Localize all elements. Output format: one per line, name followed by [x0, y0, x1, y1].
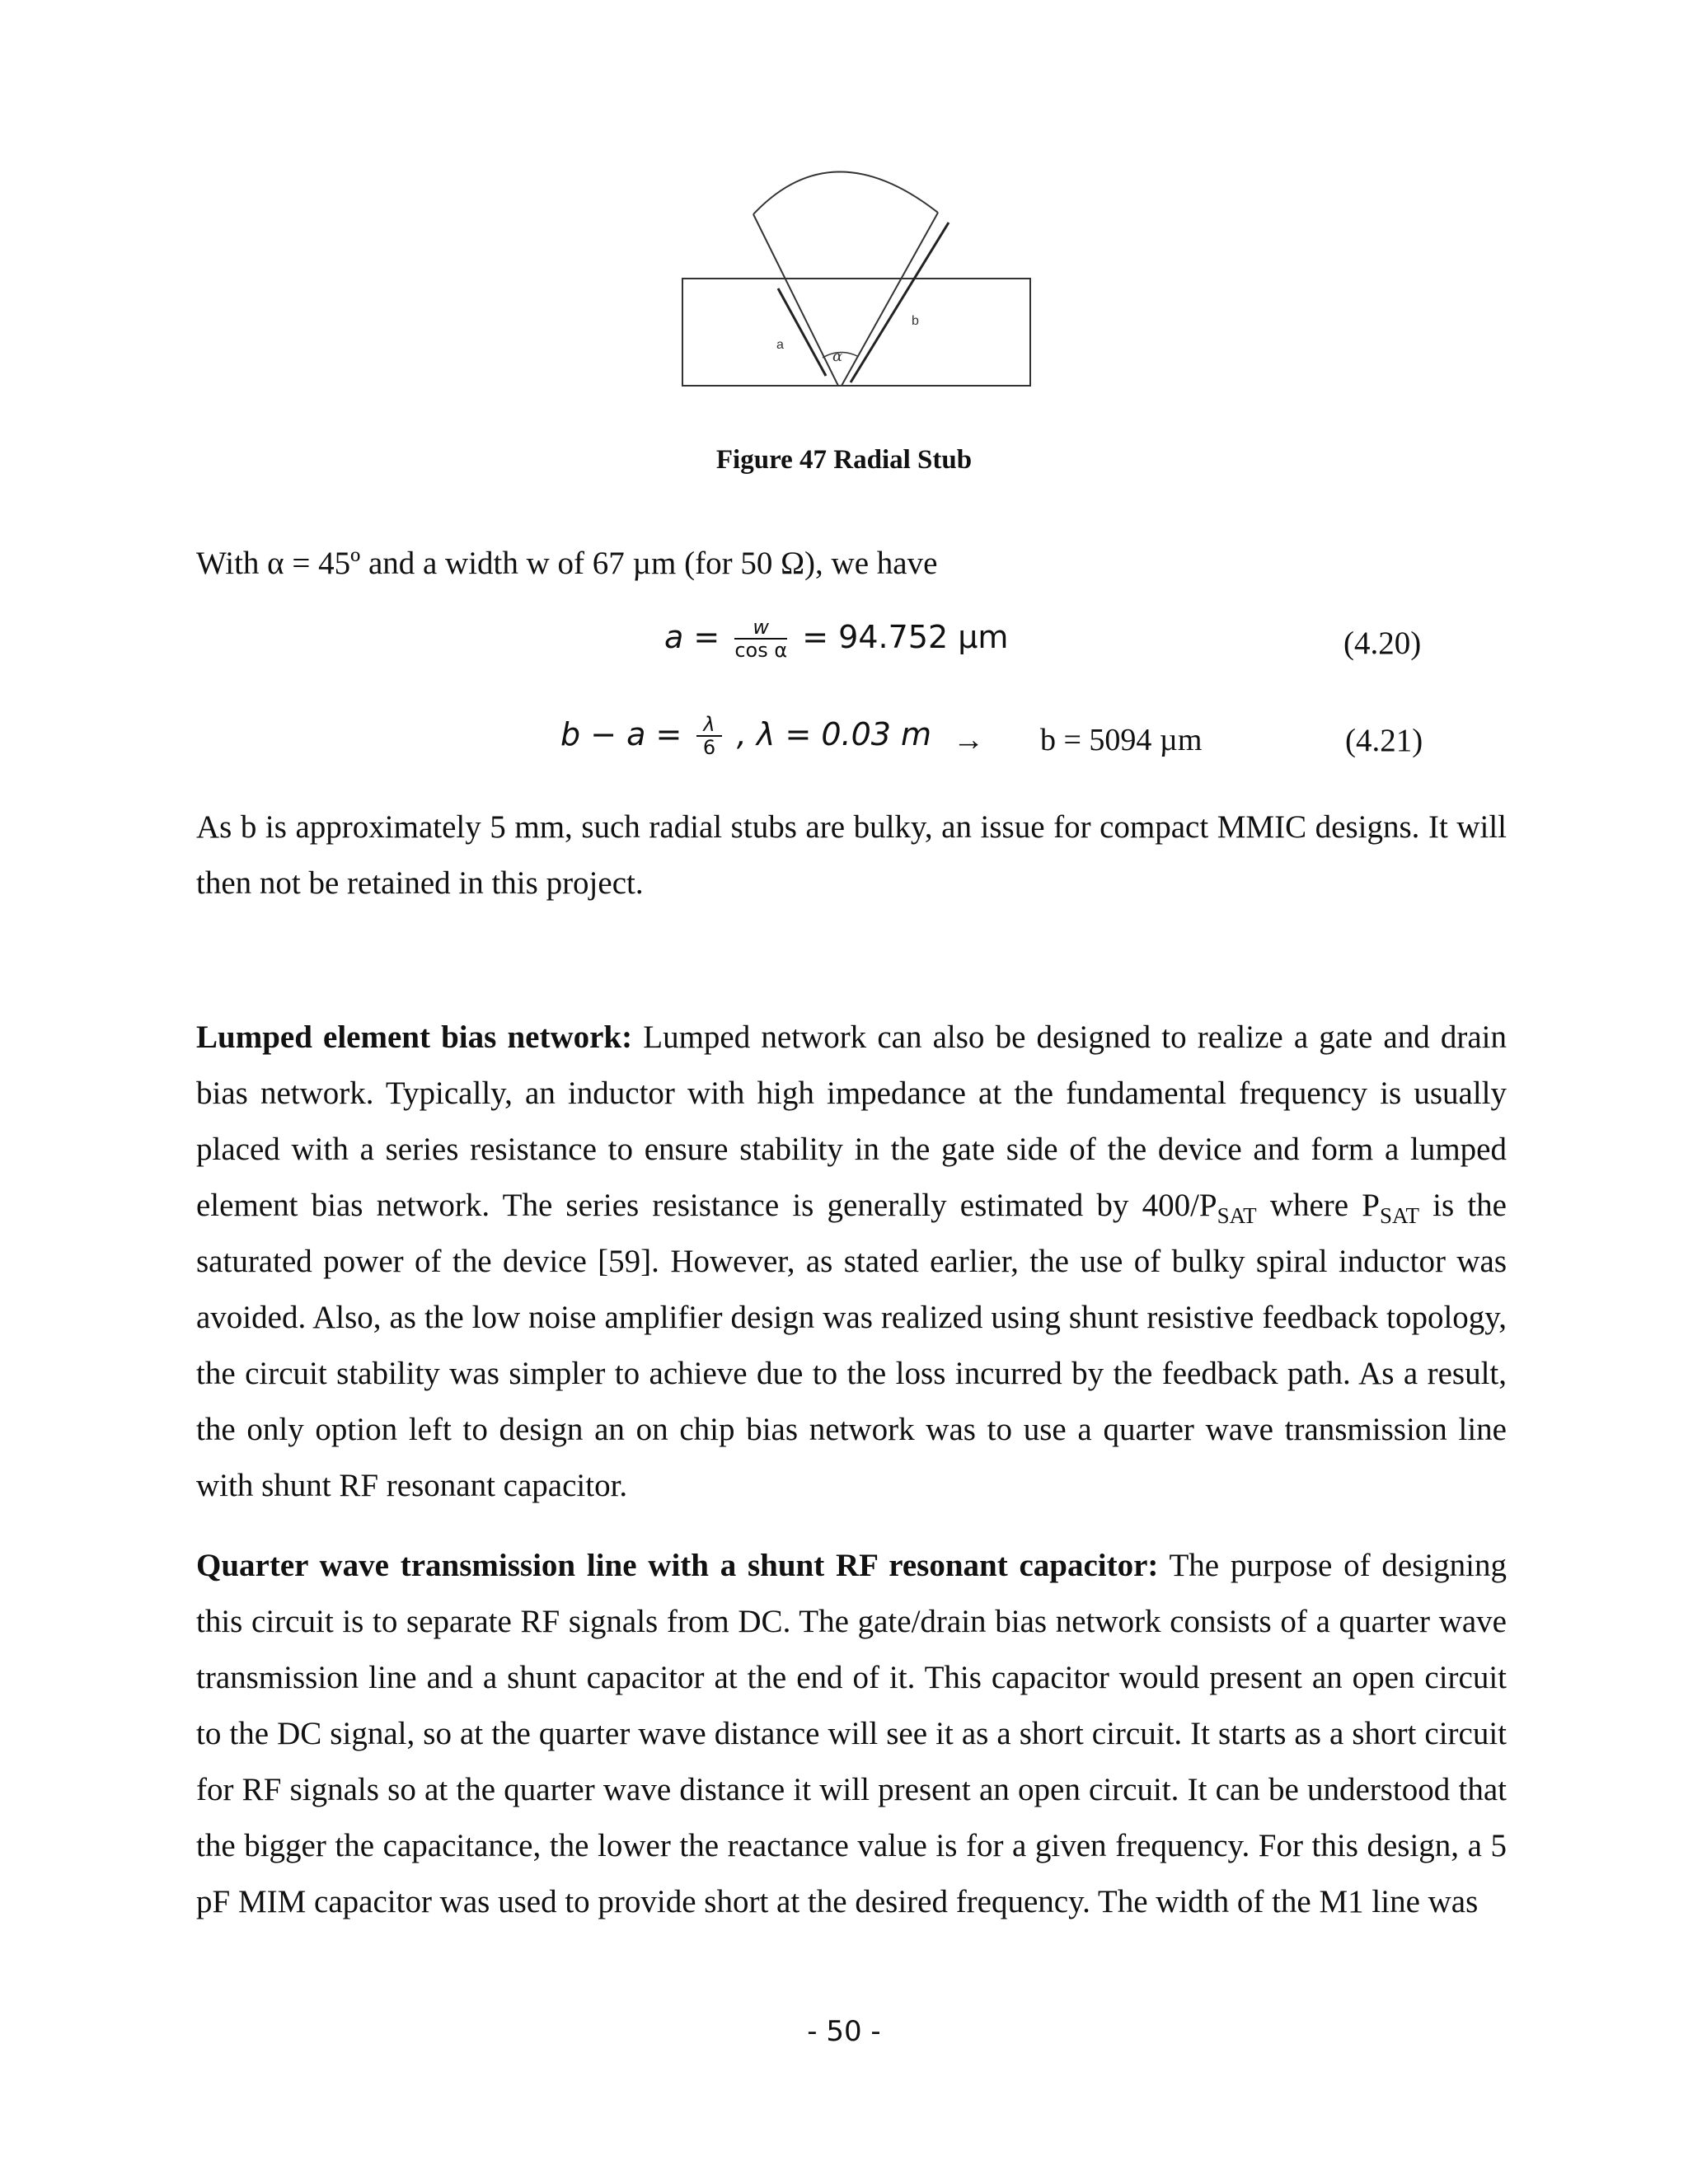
- figure-caption: Figure 47 Radial Stub: [715, 445, 973, 475]
- eq420-fraction: [734, 616, 787, 662]
- eq421-arrow: →: [953, 723, 984, 757]
- paragraph-radial-stub-conclusion: As b is approximately 5 mm, such radial stubs are bulky, an issue for compact MMIC designs. It will then not be retained in this project.: [196, 809, 1507, 901]
- eq420-numerator: w: [734, 616, 787, 640]
- page-number: - 50 -: [807, 2015, 881, 2048]
- p2-sub-2: SAT: [1379, 1202, 1419, 1228]
- label-alpha: α: [832, 348, 843, 365]
- radial-stub-figure: [676, 163, 1039, 402]
- equation-4-20: [664, 616, 1008, 662]
- heading-quarter-wave: Quarter wave transmission line with a shunt RF resonant capacitor:: [196, 1548, 1159, 1583]
- equation-number-4-21: (4.21): [1345, 723, 1423, 758]
- eq421-numerator: λ: [696, 714, 721, 737]
- p2-text-b: where P: [1256, 1188, 1380, 1223]
- eq420-lhs: a =: [664, 618, 720, 655]
- paragraph-quarter-wave: [196, 1538, 1507, 1930]
- intro-text: With α = 45º and a width w of 67 µm (for 50 Ω), we have: [196, 546, 938, 581]
- p2-text-c: is the saturated power of the device [59]. However, as stated earlier, the use of bulky spiral inductor was avoided. Also, as the low noise amplifier design was realized using shunt resistive feedback topology, the circuit stability was simpler to achieve due to the loss incurred by the feedback path. As a result, the only option left to design an on chip bias network was to use a quarter wave transmission line with shunt RF resonant capacitor.: [196, 1188, 1507, 1503]
- p2-sub-1: SAT: [1217, 1202, 1257, 1228]
- heading-lumped-element: Lumped element bias network:: [196, 1019, 633, 1055]
- label-b: b: [912, 314, 919, 328]
- equation-number-4-20: (4.20): [1343, 626, 1422, 661]
- label-a: a: [776, 338, 784, 352]
- eq421-lhs: b − a =: [560, 715, 682, 752]
- stub-fan-right-edge: [842, 213, 938, 386]
- paragraph-lumped-element: [196, 1010, 1507, 1514]
- stub-rectangle: [682, 279, 1030, 386]
- dimension-line-a: [778, 288, 826, 376]
- eq420-denominator: cos α: [734, 639, 788, 663]
- eq421-fraction: [696, 714, 721, 759]
- stub-fan-arc: [753, 171, 938, 214]
- eq421-denominator: 6: [702, 736, 716, 760]
- p3-text: The purpose of designing this circuit is to separate RF signals from DC. The gate/drain bias network consists of a quarter wave transmission line and a shunt capacitor at the end of it. This capacitor would present an open circuit to the DC signal, so at the quarter wave distance will see it as a short circuit. It starts as a short circuit for RF signals so at the quarter wave distance it will present an open circuit. It can be understood that the bigger the capacitance, the lower the reactance value is for a given frequency. For this design, a 5 pF MIM capacitor was used to provide short at the desired frequency. The width of the M1 line was: [196, 1548, 1507, 1919]
- eq421-result: b = 5094 µm: [1040, 723, 1203, 757]
- p2-text-a: Lumped network can also be designed to realize a gate and drain bias network. Typically, an inductor with high impedance at the fundamental frequency is usually placed with a series resistance to ensure stability in the gate side of the device and form a lumped element bias network. The series resistance is generally estimated by 400/P: [196, 1019, 1507, 1223]
- dimension-line-b: [851, 223, 949, 382]
- eq420-rhs: = 94.752 μm: [802, 618, 1009, 655]
- eq421-middle: , λ = 0.03 m: [736, 715, 932, 752]
- stub-fan-left-edge: [753, 214, 838, 386]
- equation-4-21: [560, 714, 931, 759]
